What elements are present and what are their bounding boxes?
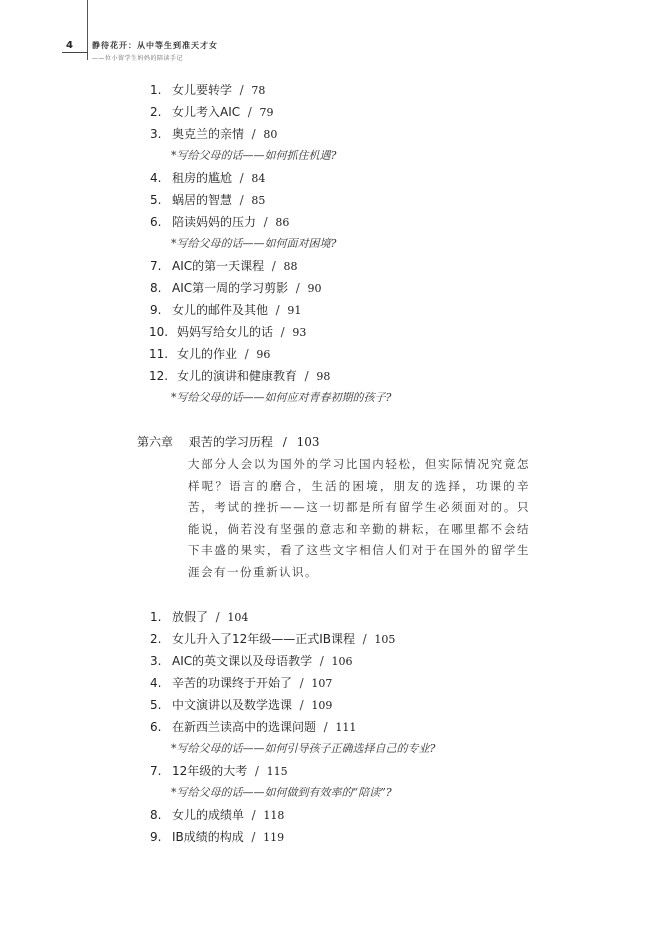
toc-entry-page: 96 — [256, 348, 271, 361]
toc-entry — [150, 280, 321, 297]
toc-entry-number: 6. — [150, 720, 162, 734]
toc-entry-title: 蜗居的智慧 — [172, 193, 233, 207]
page-separator: / — [240, 105, 260, 119]
page-separator: / — [244, 127, 264, 141]
page-separator: / — [292, 676, 312, 690]
parent-note: *写给父母的话——如何做到有效率的“陪读”? — [171, 786, 392, 799]
header-horizontal-rule — [62, 52, 88, 53]
toc-entry — [150, 653, 352, 670]
toc-entry-page: 111 — [335, 721, 357, 734]
toc-entry-title: 12年级的大考 — [172, 764, 248, 778]
toc-entry-page: 91 — [287, 304, 302, 317]
toc-entry — [150, 258, 297, 275]
toc-entry — [150, 104, 273, 121]
toc-entry-number: 7. — [150, 764, 162, 778]
toc-entry-title: 女儿的作业 — [177, 347, 238, 361]
toc-entry — [150, 126, 277, 143]
toc-entry — [150, 675, 332, 692]
toc-entry-number: 4. — [150, 171, 162, 185]
toc-entry-number: 9. — [150, 303, 162, 317]
toc-entry-page: 105 — [374, 633, 396, 646]
page-separator: / — [297, 369, 317, 383]
toc-entry-number: 5. — [150, 698, 162, 712]
toc-entry-page: 119 — [263, 831, 285, 844]
parent-note: *写给父母的话——如何面对困境? — [171, 237, 337, 250]
page-number: 4 — [66, 40, 73, 51]
toc-entry-page: 93 — [292, 326, 307, 339]
toc-entry-page: 86 — [275, 216, 290, 229]
toc-entry-page: 84 — [251, 172, 266, 185]
toc-entry-page: 78 — [251, 84, 266, 97]
toc-entry — [149, 346, 270, 363]
page-separator: / — [292, 698, 312, 712]
toc-entry — [150, 192, 265, 209]
page-separator: / — [232, 171, 252, 185]
toc-entry-number: 7. — [150, 259, 162, 273]
toc-entry-title: 女儿要转学 — [172, 83, 233, 97]
toc-entry-number: 9. — [150, 830, 162, 844]
toc-entry — [150, 302, 301, 319]
page-separator: / — [256, 215, 276, 229]
toc-entry-title: 妈妈写给女儿的话 — [177, 325, 274, 339]
toc-entry-title: 陪读妈妈的压力 — [172, 215, 257, 229]
page-separator: / — [243, 830, 264, 844]
toc-entry-title: 放假了 — [172, 610, 209, 624]
toc-entry-title: 女儿考入AIC — [172, 105, 241, 119]
toc-entry-number: 10. — [149, 325, 169, 339]
toc-entry-number: 2. — [150, 105, 162, 119]
chapter-label: 第六章 — [137, 435, 174, 449]
toc-entry-number: 8. — [150, 281, 162, 295]
toc-entry-title: 租房的尴尬 — [172, 171, 233, 185]
page-separator: / — [208, 610, 228, 624]
toc-entry-title: 奥克兰的亲情 — [172, 127, 245, 141]
toc-entry-number: 11. — [149, 347, 169, 361]
toc-entry — [150, 82, 265, 99]
chapter-page: 103 — [296, 435, 320, 449]
toc-entry-number: 1. — [150, 83, 162, 97]
page-separator: / — [232, 83, 252, 97]
parent-note: *写给父母的话——如何应对青春初期的孩子? — [171, 391, 392, 404]
toc-entry-number: 4. — [150, 676, 162, 690]
page-separator: / — [288, 281, 308, 295]
toc-entry — [150, 697, 332, 714]
toc-entry-title: 女儿的演讲和健康教育 — [177, 369, 298, 383]
toc-entry-title: 中文演讲以及数学选课 — [172, 698, 293, 712]
toc-entry-page: 118 — [263, 809, 285, 822]
page-separator: / — [244, 808, 264, 822]
toc-entry-title: 女儿升入了12年级——正式IB课程 — [172, 632, 356, 646]
page-separator: / — [237, 347, 257, 361]
toc-entry-title: 在新西兰读高中的选课问题 — [172, 720, 317, 734]
toc-entry-page: 80 — [263, 128, 278, 141]
toc-entry-number: 3. — [150, 654, 162, 668]
parent-note: *写给父母的话——如何引导孩子正确选择自己的专业? — [171, 742, 436, 755]
toc-entry-page: 88 — [283, 260, 298, 273]
toc-entry-number: 1. — [150, 610, 162, 624]
toc-entry-page: 79 — [259, 106, 274, 119]
running-header-subtitle: ——位小留学生妈妈的陪读手记 — [92, 55, 184, 62]
page-separator: / — [273, 325, 293, 339]
toc-entry-title: 女儿的邮件及其他 — [172, 303, 269, 317]
toc-entry-page: 90 — [307, 282, 322, 295]
page-separator: / — [282, 435, 287, 449]
toc-entry-title: 女儿的成绩单 — [172, 808, 245, 822]
header-vertical-rule — [87, 0, 88, 60]
toc-entry-title: AIC的英文课以及母语教学 — [172, 654, 313, 668]
toc-entry — [150, 170, 265, 187]
running-header-title: 静待花开：从中等生到准天才女 — [92, 41, 218, 50]
toc-entry-page: 85 — [251, 194, 266, 207]
toc-entry — [150, 829, 284, 846]
toc-entry-number: 3. — [150, 127, 162, 141]
page-separator: / — [316, 720, 336, 734]
page-separator: / — [247, 764, 267, 778]
toc-entry-page: 115 — [266, 765, 288, 778]
page-separator: / — [264, 259, 284, 273]
toc-entry — [150, 807, 284, 824]
page-separator: / — [268, 303, 288, 317]
toc-entry-page: 109 — [311, 699, 333, 712]
toc-entry — [150, 719, 356, 736]
toc-entry-page: 98 — [316, 370, 331, 383]
page-separator: / — [312, 654, 332, 668]
chapter-title: 艰苦的学习历程 — [188, 435, 273, 449]
toc-entry-title: 辛苦的功课终于开始了 — [172, 676, 293, 690]
toc-entry-number: 6. — [150, 215, 162, 229]
parent-note: *写给父母的话——如何抓住机遇? — [171, 149, 337, 162]
toc-entry — [149, 324, 306, 341]
toc-entry — [149, 368, 330, 385]
page-separator: / — [355, 632, 375, 646]
page-separator: / — [232, 193, 252, 207]
toc-entry — [150, 609, 248, 626]
toc-entry-page: 104 — [227, 611, 249, 624]
toc-entry-title: AIC第一周的学习剪影 — [172, 281, 289, 295]
chapter-summary: 大部分人会以为国外的学习比国内轻松，但实际情况究竟怎样呢？语言的磨合，生活的困境，朋友的选择，功课的辛苦，考试的挫折——这一切都是所有留学生必须面对的。只能说，倘若没有坚强的意志和辛勤的耕耘，在哪里都不会结下丰盛的果实，看了这些文字相信人们对于在国外的留学生涯会有一份重新认识。 — [188, 457, 530, 579]
toc-entry-number: 12. — [149, 369, 169, 383]
toc-entry-title: IB成绩的构成 — [172, 830, 244, 844]
toc-entry-number: 8. — [150, 808, 162, 822]
toc-entry — [150, 763, 288, 780]
toc-entry-page: 106 — [331, 655, 353, 668]
toc-entry-number: 2. — [150, 632, 162, 646]
toc-entry — [150, 631, 395, 648]
chapter-heading — [137, 433, 319, 450]
toc-entry-title: AIC的第一天课程 — [172, 259, 265, 273]
toc-entry-page: 107 — [311, 677, 333, 690]
toc-entry-number: 5. — [150, 193, 162, 207]
toc-entry — [150, 214, 289, 231]
